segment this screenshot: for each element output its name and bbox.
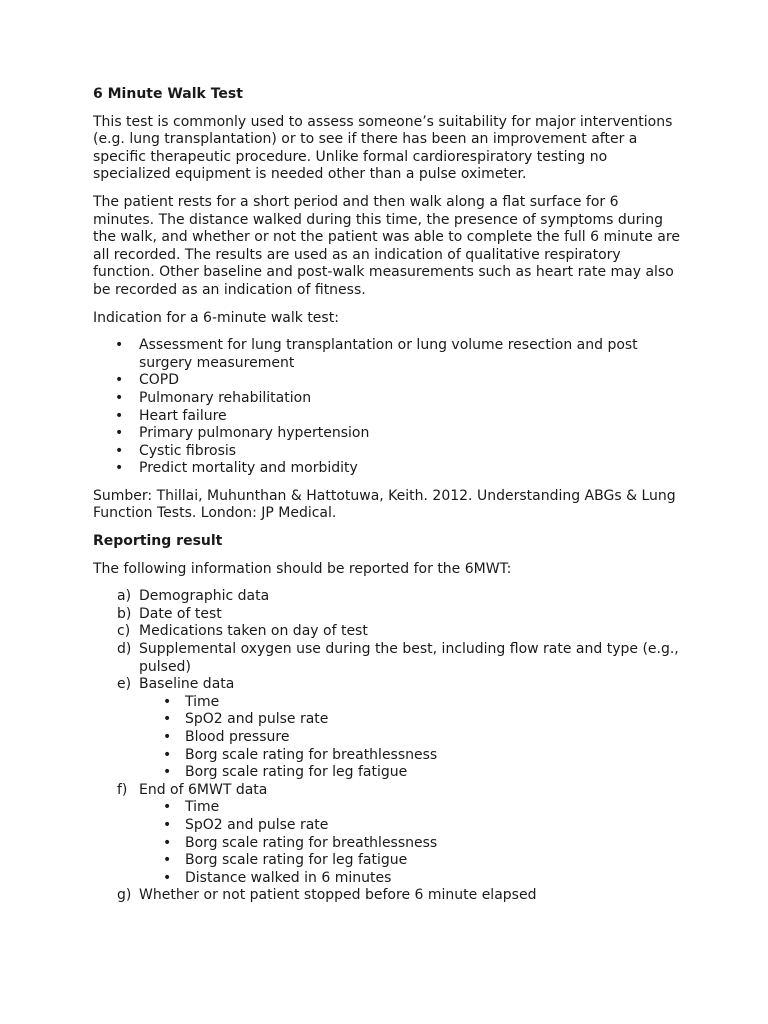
sub-list-item: [93, 817, 683, 835]
list-item-text: Demographic data: [139, 588, 270, 605]
bullet-icon: •: [115, 425, 124, 442]
sub-list-item-text: Borg scale rating for breathlessness: [185, 834, 438, 851]
sub-list-item: [93, 852, 683, 870]
list-marker: f): [117, 781, 128, 798]
indications-list: [93, 337, 683, 478]
list-item-text: Pulmonary rehabilitation: [139, 389, 312, 406]
list-item: [93, 606, 683, 624]
list-item-text: Baseline data: [139, 676, 235, 693]
document-page: [93, 86, 683, 905]
list-item: [93, 887, 683, 905]
baseline-data-sublist: [139, 694, 683, 782]
bullet-icon: •: [115, 442, 124, 459]
list-item-text: Date of test: [139, 605, 222, 622]
sub-list-item: [93, 764, 683, 782]
list-item-text: Medications taken on day of test: [139, 623, 368, 640]
sub-list-item-text: Time: [185, 799, 220, 816]
bullet-icon: •: [115, 407, 124, 424]
sub-list-item-text: SpO2 and pulse rate: [185, 711, 329, 728]
list-item: [93, 408, 683, 426]
list-item: [93, 782, 683, 888]
bullet-icon: •: [163, 746, 172, 763]
list-item: [93, 623, 683, 641]
list-marker: a): [117, 588, 132, 605]
bullet-icon: •: [115, 389, 124, 406]
bullet-icon: •: [163, 693, 172, 710]
sub-list-item: [93, 729, 683, 747]
list-item-text: Predict mortality and morbidity: [139, 460, 358, 477]
sub-list-item-text: Blood pressure: [185, 729, 290, 745]
list-item: [93, 390, 683, 408]
list-marker: c): [117, 623, 131, 640]
bullet-icon: •: [115, 337, 124, 354]
sub-list-item: [93, 799, 683, 817]
sub-list-item: [93, 870, 683, 888]
bullet-icon: •: [163, 711, 172, 728]
list-marker: e): [117, 676, 132, 693]
bullet-icon: •: [163, 852, 172, 869]
indication-heading: Indication for a 6-minute walk test:: [93, 309, 339, 326]
sub-list-item-text: Distance walked in 6 minutes: [185, 869, 392, 886]
list-item-text: End of 6MWT data: [139, 781, 268, 798]
sub-list-item: [93, 711, 683, 729]
list-item-text: Heart failure: [139, 407, 227, 424]
end-data-sublist: [139, 799, 683, 887]
reporting-heading: Reporting result: [93, 533, 223, 550]
bullet-icon: •: [163, 816, 172, 833]
list-item-text: Supplemental oxygen use during the best, including flow rate and type (e.g., pulsed): [139, 641, 679, 675]
bullet-icon: •: [163, 764, 172, 781]
bullet-icon: •: [115, 372, 124, 389]
bullet-icon: •: [163, 799, 172, 816]
intro-paragraph: This test is commonly used to assess someone’s suitability for major interventions (e.g. lung transplantation) or to see if there has been an improvement after a specific therapeutic procedure. Unlike formal cardiorespiratory testing no specialized equipment is needed other than a pulse oximeter.: [93, 113, 673, 183]
list-item: [93, 460, 683, 478]
sub-list-item-text: Time: [185, 693, 220, 710]
list-item: [93, 641, 683, 676]
list-item-text: Cystic fibrosis: [139, 442, 237, 459]
bullet-icon: •: [163, 834, 172, 851]
sub-list-item: [93, 747, 683, 765]
sub-list-item: [93, 835, 683, 853]
list-item-text: COPD: [139, 372, 180, 389]
list-marker: b): [117, 605, 132, 622]
list-item: [93, 676, 683, 782]
bullet-icon: •: [115, 460, 124, 477]
sub-list-item-text: Borg scale rating for breathlessness: [185, 746, 438, 763]
procedure-paragraph: The patient rests for a short period and then walk along a flat surface for 6 minutes. The distance walked during this time, the presence of symptoms during the walk, and whether or not the patient was able to complete the full 6 minute are all recorded. The results are used as an indication of qualitative respiratory function. Other baseline and post-walk measurements such as heart rate may also be recorded as an indication of fitness.: [93, 193, 680, 298]
sub-list-item-text: Borg scale rating for leg fatigue: [185, 764, 408, 781]
list-item: [93, 443, 683, 461]
sub-list-item-text: Borg scale rating for leg fatigue: [185, 852, 408, 869]
bullet-icon: •: [163, 869, 172, 886]
document-title: 6 Minute Walk Test: [93, 86, 243, 102]
bullet-icon: •: [163, 729, 172, 745]
list-item: [93, 372, 683, 390]
sub-list-item: [93, 694, 683, 712]
list-item: [93, 337, 683, 372]
list-marker: g): [117, 887, 132, 904]
list-item: [93, 425, 683, 443]
reporting-list: [93, 588, 683, 905]
list-marker: d): [117, 641, 132, 658]
source-citation: Sumber: Thillai, Muhunthan & Hattotuwa, Keith. 2012. Understanding ABGs & Lung Function Tests. London: JP Medical.: [93, 487, 676, 522]
list-item-text: Whether or not patient stopped before 6 minute elapsed: [139, 887, 537, 904]
sub-list-item-text: SpO2 and pulse rate: [185, 816, 329, 833]
list-item-text: Assessment for lung transplantation or lung volume resection and post surgery measurement: [139, 337, 638, 371]
reporting-intro: The following information should be reported for the 6MWT:: [93, 560, 512, 577]
list-item: [93, 588, 683, 606]
list-item-text: Primary pulmonary hypertension: [139, 425, 370, 442]
